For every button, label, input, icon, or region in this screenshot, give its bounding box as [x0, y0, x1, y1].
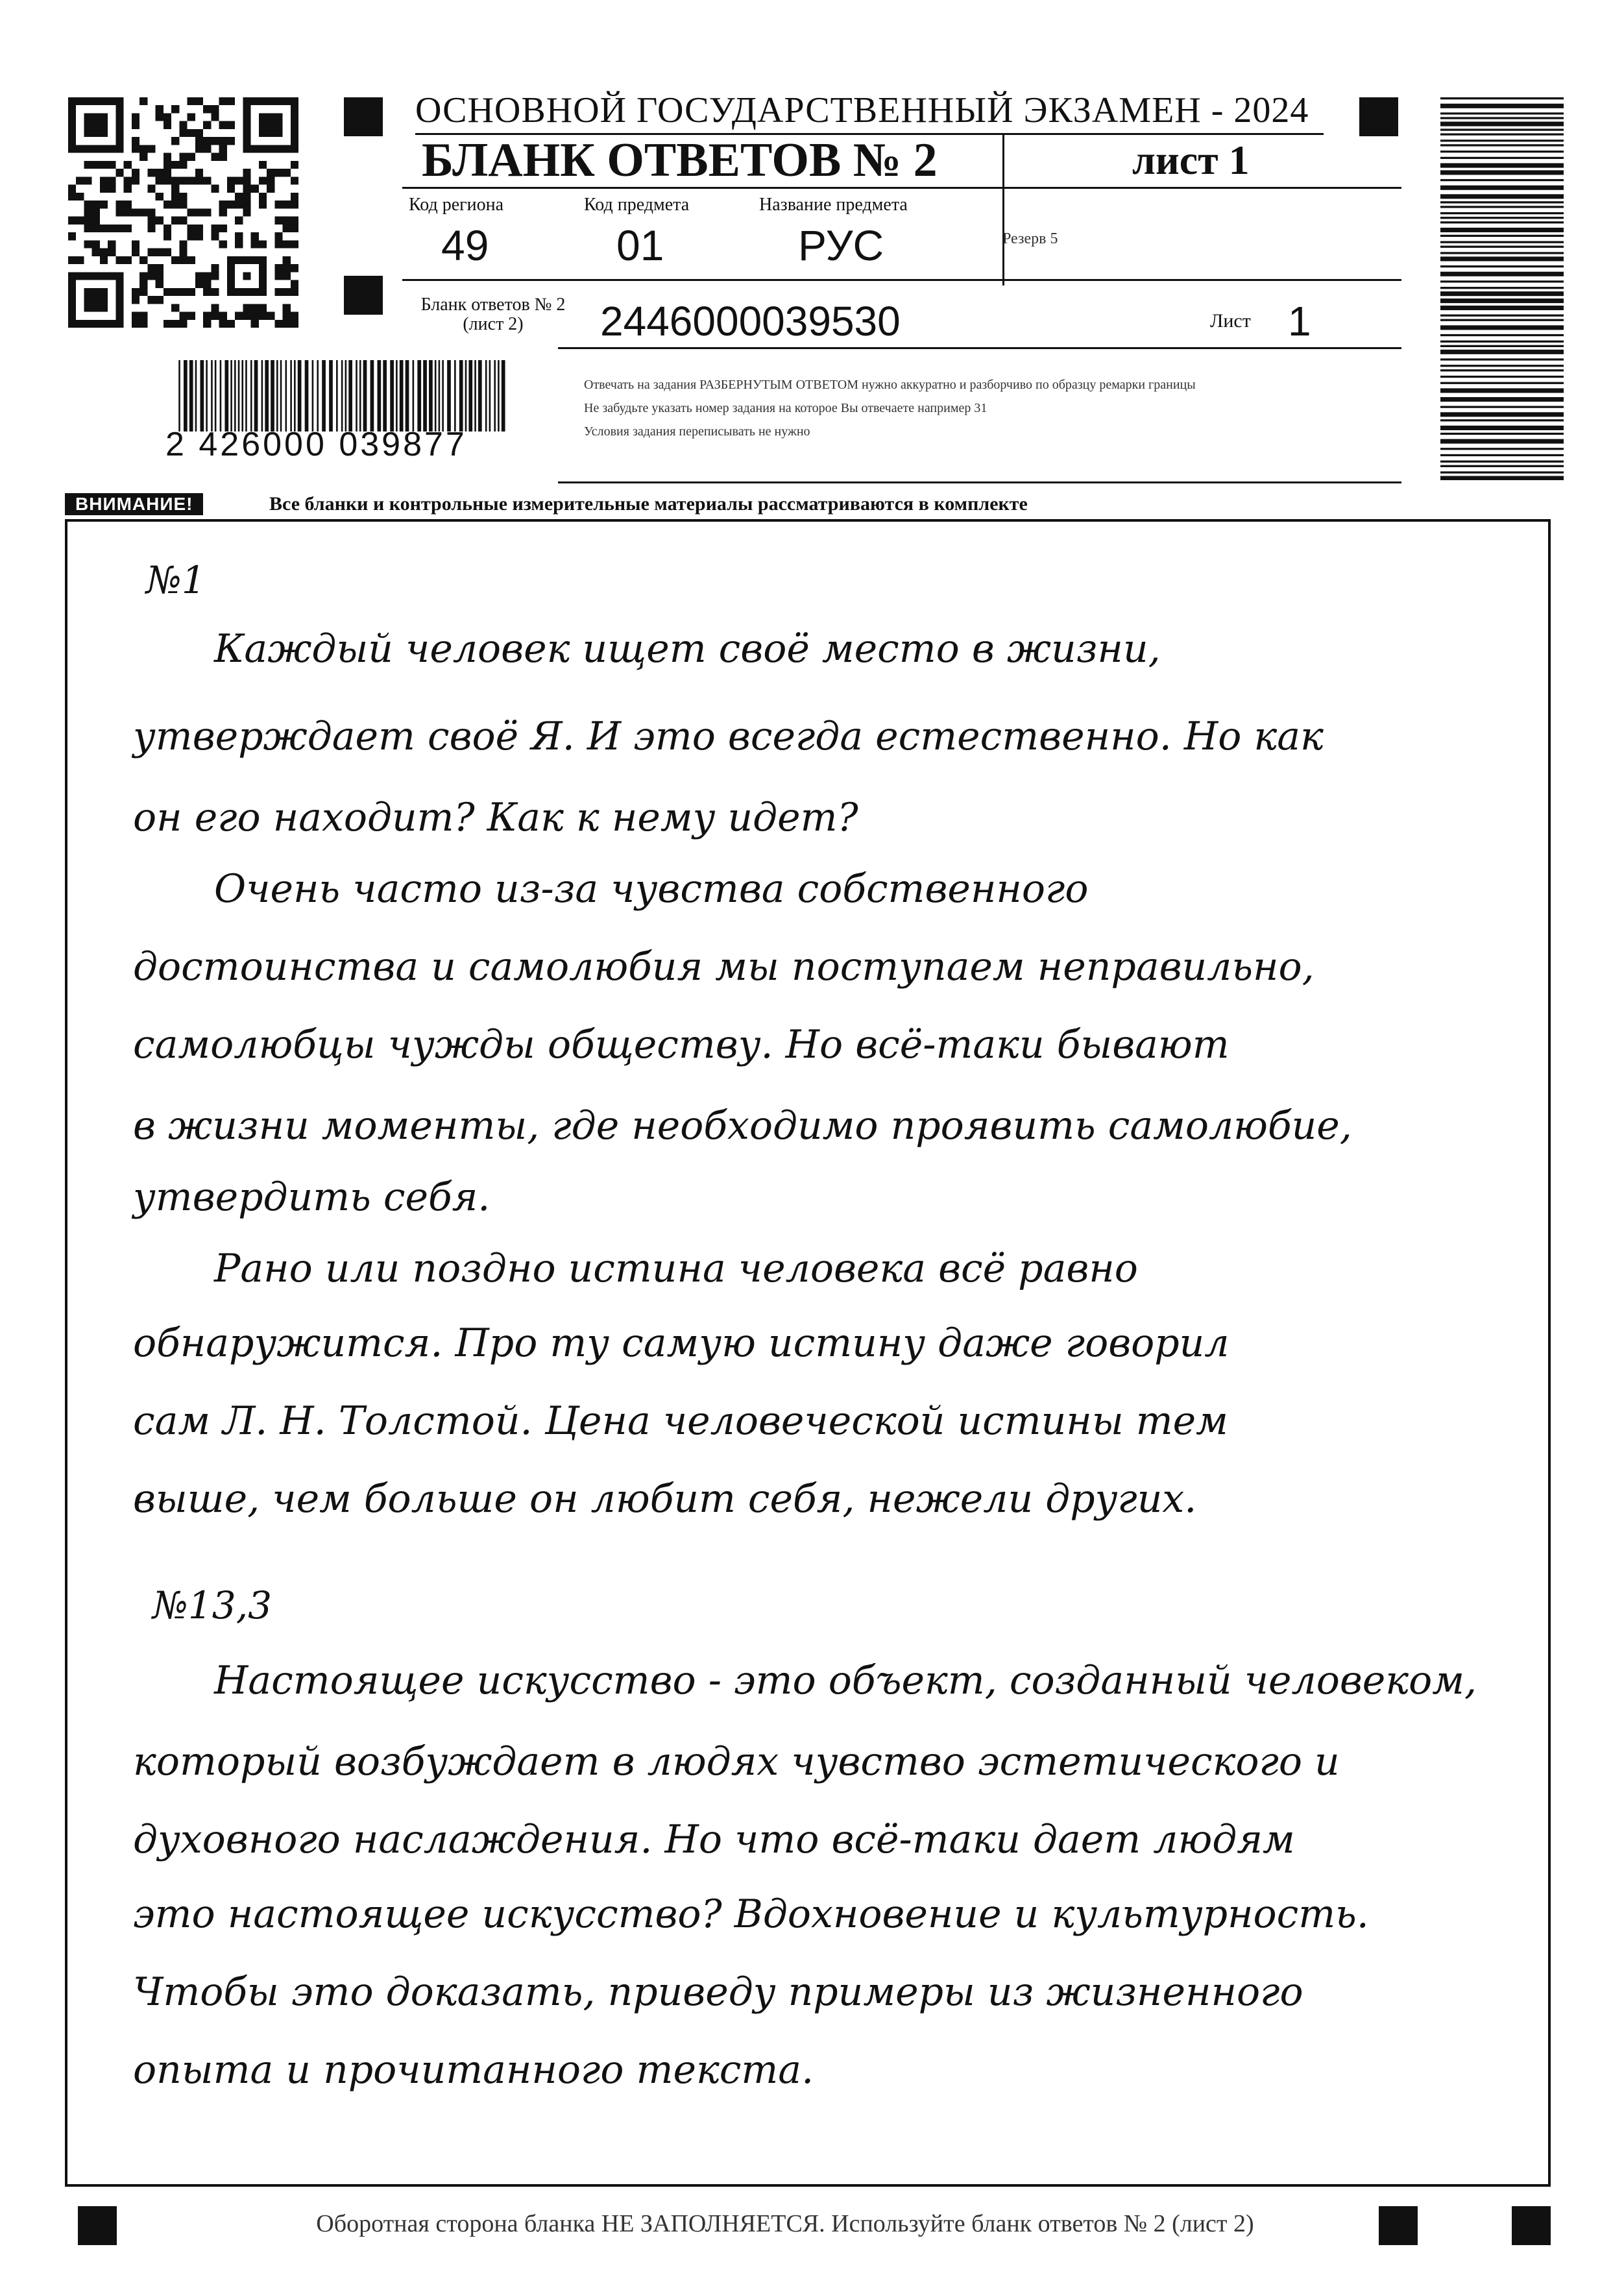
- instruction-notes: [584, 373, 1388, 443]
- answer-line: это настоящее искусство? Вдохновение и культурность.: [133, 1891, 1369, 1937]
- answer-line: обнаружится. Про ту самую истину даже говорил: [133, 1320, 1230, 1366]
- blank2-number: 2446000039530: [600, 298, 901, 345]
- barcode-number: 2 426000 039877: [165, 426, 467, 463]
- subject-name-value: РУС: [798, 221, 884, 269]
- divider: [558, 347, 1401, 349]
- blank2-label-line2: (лист 2): [463, 314, 524, 334]
- answer-line: который возбуждает в людях чувство эстетического и: [133, 1739, 1340, 1784]
- corner-marker-mid-left: [344, 276, 383, 315]
- corner-marker-bottom-right-2: [1512, 2206, 1551, 2245]
- subject-name-label: Название предмета: [759, 195, 908, 215]
- corner-marker-top-left: [344, 97, 383, 136]
- sheet-title: лист 1: [1132, 137, 1250, 183]
- answer-line: Настоящее искусство - это объект, созданный человеком,: [214, 1658, 1477, 1703]
- barcode-vertical: [1440, 97, 1564, 480]
- answer-line: сам Л. Н. Толстой. Цена человеческой истины тем: [133, 1398, 1228, 1444]
- instruction-line: Не забудьте указать номер задания на которое Вы отвечаете например 31: [584, 401, 988, 415]
- task-number-label: №13,3: [152, 1583, 273, 1627]
- task-number-label: №1: [146, 558, 206, 602]
- answer-line: Чтобы это доказать, приведу примеры из жизненного: [133, 1969, 1303, 2015]
- corner-marker-bottom-left: [78, 2206, 117, 2245]
- answer-line: Рано или поздно истина человека всё равно: [214, 1246, 1138, 1291]
- list-value: 1: [1288, 298, 1311, 345]
- answer-line: духовного наслаждения. Но что всё-таки дает людям: [133, 1817, 1295, 1862]
- form-title: БЛАНК ОТВЕТОВ № 2: [422, 134, 938, 187]
- instruction-line: Условия задания переписывать не нужно: [584, 424, 810, 439]
- answer-line: выше, чем больше он любит себя, нежели других.: [133, 1476, 1197, 1522]
- attention-text: Все бланки и контрольные измерительные материалы рассматриваются в комплекте: [269, 493, 1028, 515]
- subject-code-value: 01: [616, 221, 664, 269]
- blank2-label-line1: Бланк ответов № 2: [420, 295, 566, 315]
- divider: [402, 187, 1401, 189]
- answer-line: достоинства и самолюбия мы поступаем неправильно,: [133, 944, 1315, 990]
- attention-badge: ВНИМАНИЕ!: [65, 493, 203, 515]
- answer-line: он его находит? Как к нему идет?: [133, 795, 858, 840]
- answer-line: опыта и прочитанного текста.: [133, 2047, 814, 2093]
- reserve-field: Резерв 5: [1002, 230, 1058, 247]
- corner-marker-top-right: [1359, 97, 1398, 136]
- footer-note: Оборотная сторона бланка НЕ ЗАПОЛНЯЕТСЯ. Используйте бланк ответов № 2 (лист 2): [316, 2210, 1254, 2237]
- qr-code: [68, 97, 298, 328]
- answer-line: самолюбцы чужды обществу. Но всё-таки бывают: [133, 1022, 1230, 1067]
- answer-line: в жизни моменты, где необходимо проявить самолюбие,: [133, 1103, 1352, 1149]
- divider: [402, 279, 1401, 281]
- region-code-label: Код региона: [409, 195, 504, 215]
- answer-line: Очень часто из-за чувства собственного: [214, 866, 1089, 912]
- answer-line: утверждает своё Я. И это всегда естественно. Но как: [133, 714, 1324, 759]
- corner-marker-bottom-right-1: [1379, 2206, 1418, 2245]
- subject-code-label: Код предмета: [584, 195, 690, 215]
- instruction-line: Отвечать на задания РАЗБЕРНУТЫМ ОТВЕТОМ нужно аккуратно и разборчиво по образцу ремарки границы: [584, 378, 1196, 392]
- answer-line: утвердить себя.: [133, 1174, 491, 1220]
- list-label: Лист: [1210, 310, 1251, 332]
- exam-title: ОСНОВНОЙ ГОСУДАРСТВЕННЫЙ ЭКЗАМЕН - 2024: [415, 90, 1309, 130]
- divider: [558, 481, 1401, 483]
- barcode-horizontal: [175, 360, 513, 432]
- region-code-value: 49: [441, 221, 489, 269]
- blank2-label: [402, 295, 584, 334]
- answer-line: Каждый человек ищет своё место в жизни,: [214, 626, 1161, 672]
